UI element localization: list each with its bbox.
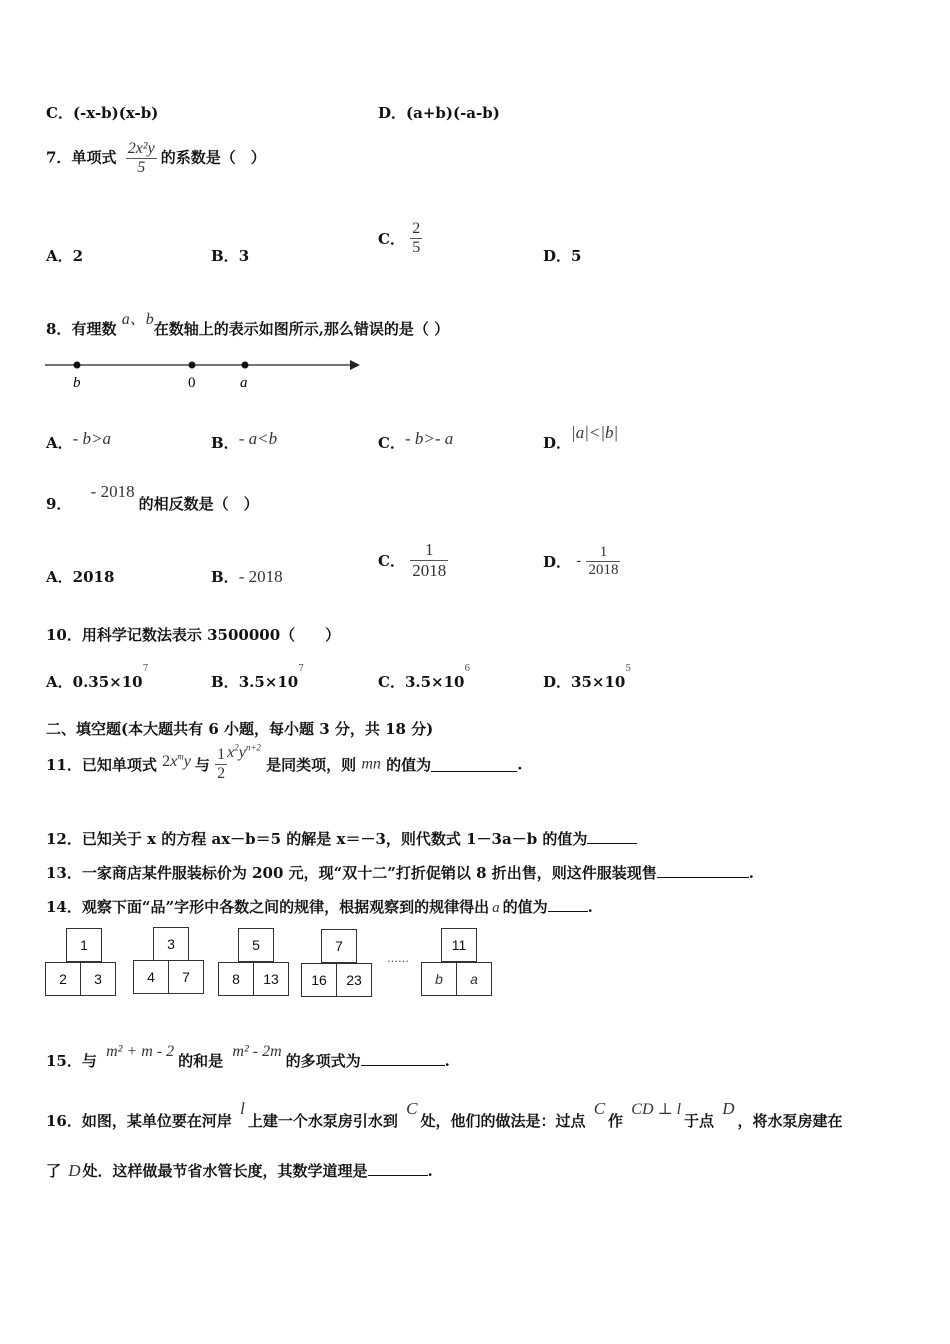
q7-option-a: A．2 (46, 247, 84, 265)
pin-left: 2 (45, 962, 81, 996)
q8-option-b: B．- a<b (211, 429, 278, 452)
q9-option-b: B．- 2018 (211, 567, 283, 586)
pin-top: 1 (66, 928, 102, 962)
q7-fraction: $\frac{\text{2x²y}}{5}$ (127, 140, 155, 176)
pin-right: 13 (253, 962, 289, 996)
q7-option-c: C． $\frac{2}{5}$ (378, 220, 421, 256)
q13-answer-blank[interactable] (657, 863, 749, 878)
pin-right: 23 (336, 963, 372, 997)
pin-top: 3 (153, 927, 189, 961)
q7-c-fraction: $\frac{2}{5}$ (412, 220, 421, 256)
q11-answer-blank[interactable] (431, 757, 517, 772)
q15-answer-blank[interactable] (361, 1051, 445, 1066)
q12-answer-blank[interactable] (587, 829, 637, 844)
q16-answer-blank[interactable] (368, 1161, 428, 1176)
pin-ellipsis: …… (387, 952, 409, 965)
pin-left: 8 (218, 962, 254, 996)
q9-d-fraction: $\frac{1}{2018}$ (588, 544, 619, 578)
q14-answer-blank[interactable] (548, 897, 588, 912)
point-a (242, 362, 249, 369)
q15-stem: 15．与 m² + m - 2的和是 m² - 2m的多项式为 . (46, 1043, 450, 1070)
number-line (40, 352, 370, 392)
q7-option-b: B．3 (211, 247, 250, 265)
point-b (74, 362, 81, 369)
label-zero: 0 (188, 375, 196, 391)
q9-option-d: D． - $\frac{1}{2018}$ (543, 544, 619, 578)
q9-option-a: A．2018 (46, 568, 115, 586)
section-heading: 二、填空题(本大题共有 6 小题，每小题 3 分，共 18 分) (46, 720, 434, 738)
q6-option-d: D．(a+b)(-a-b) (378, 104, 500, 122)
pin-right: 7 (168, 960, 204, 994)
pin-right: 3 (80, 962, 116, 996)
q9-stem: 9． - 2018的相反数是（ ） (46, 482, 259, 513)
q10-option-b: B．$3.5\times 10^7$ (211, 664, 304, 691)
q16-line2: 了 D 处．这样做最节省水管长度，其数学道理是 . (46, 1161, 433, 1180)
q13-stem: 13．一家商店某件服装标价为 200 元，现“双十二”打折促销以 8 折出售，则这件服装现售 . (46, 864, 755, 882)
label-b: b (73, 375, 81, 391)
pin-left: b (421, 962, 457, 996)
q11-stem: 11．已知单项式 $2x^my$ 与 $\frac{1}{2}$ $x^2y^{n+2}$ 是同类项，则 mn 的值为 . (46, 742, 523, 782)
point-zero (189, 362, 196, 369)
q14-stem: 14．观察下面“品”字形中各数之间的规律，根据观察到的规律得出 a 的值为 . (46, 898, 593, 916)
pin-top: 11 (441, 928, 477, 962)
pin-right: a (456, 962, 492, 996)
q6-option-c: C．(-x-b)(x-b) (46, 104, 159, 122)
q7-stem: 7．单项式 $\frac{\text{2x²y}}{5}$ 的系数是（ ） (46, 140, 266, 176)
q8-option-a: A．- b>a (46, 429, 112, 452)
q10-option-c: C．$3.5\times 10^6$ (378, 664, 471, 691)
q16-line1: 16．如图，某单位要在河岸 l上建一个水泵房引水到 C处，他们的做法是：过点 C作 CD ⊥ l于点 D，将水泵房建在 (46, 1099, 843, 1130)
q10-stem: 10．用科学记数法表示 3500000（ ） (46, 626, 341, 644)
q10-option-d: D．$35\times 10^5$ (543, 664, 632, 691)
pin-top: 5 (238, 928, 274, 962)
q10-option-a: A．$0.35\times 10^7$ (46, 664, 149, 691)
q7-option-d: D．5 (543, 247, 582, 265)
pin-left: 16 (301, 963, 337, 997)
pin-top: 7 (321, 929, 357, 963)
label-a: a (240, 375, 248, 391)
arrow-head (350, 360, 360, 370)
q12-stem: 12．已知关于 x 的方程 ax－b＝5 的解是 x＝－3，则代数式 1－3a－b 的值为 (46, 828, 637, 849)
q9-option-c: C． $\frac{1}{2018}$ (378, 540, 447, 580)
pin-left: 4 (133, 960, 169, 994)
q9-c-fraction: $\frac{1}{2018}$ (412, 540, 447, 580)
q8-stem: 8．有理数 a、b在数轴上的表示如图所示,那么错误的是（ ） (46, 311, 450, 338)
q8-option-c: C．- b>- a (378, 429, 454, 452)
q8-option-d: D．|a|<|b| (543, 423, 619, 452)
q11-fraction: $\frac{1}{2}$ (217, 746, 226, 782)
